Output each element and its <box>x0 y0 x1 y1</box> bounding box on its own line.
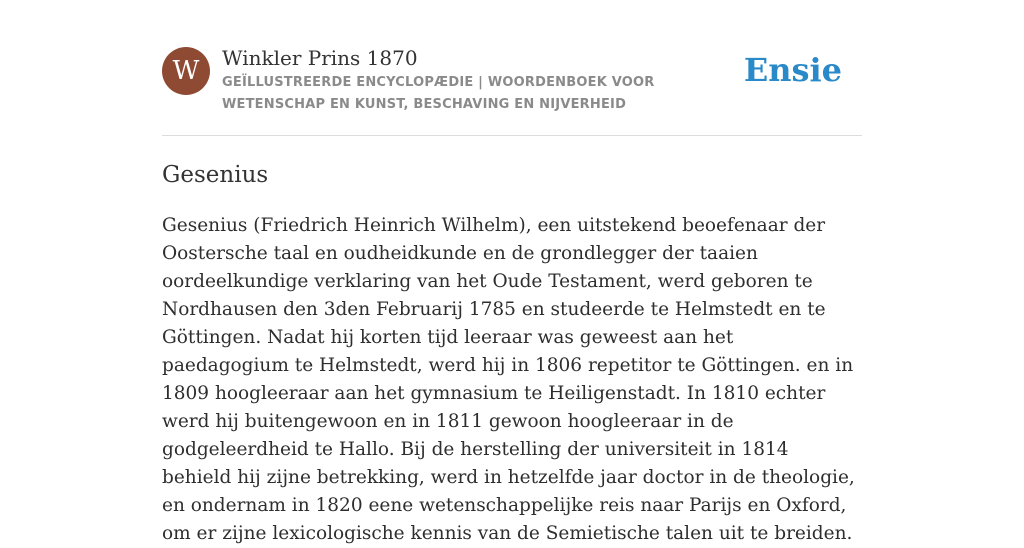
divider <box>162 135 862 136</box>
ensie-logo[interactable]: Ensie <box>743 51 842 89</box>
source-title[interactable]: Winkler Prins 1870 <box>222 46 418 70</box>
entry-text: Gesenius (Friedrich Heinrich Wilhelm), een uitstekend beoefenaar der Oostersche taal en oudheidkunde en de grondlegger der taaien oordeelkundige verklaring van het Oude Testament, werd geboren te Nordhausen den 3den Februarij 1785 en studeerde te Helmstedt en te Göttingen. Nadat hij korten tijd leeraar was geweest aan het paedagogium te Helmstedt, werd hij in 1806 repetitor te Göttingen. en in 1809 hoogleeraar aan het gymnasium te Heiligenstadt. In 1810 echter werd hij buitengewoon en in 1811 gewoon hoogleeraar in de godgeleerdheid te Hallo. Bij de herstelling der universiteit in 1814 behield hij zijne betrekking, werd in hetzelfde jaar doctor in de theologie, en ondernam in 1820 eene wetenschappelijke reis naar Parijs en Oxford, om er zijne lexicologische kennis van de Semietische talen uit te breiden. <box>162 215 855 544</box>
avatar[interactable] <box>162 47 210 95</box>
source-subtitle: GEÏLLUSTREERDE ENCYCLOPÆDIE | WOORDENBOEK VOOR WETENSCHAP EN KUNST, BESCHAVING EN NIJVERHEID <box>222 75 655 112</box>
source-header <box>162 46 862 136</box>
avatar-letter: W <box>172 56 200 86</box>
entry-title: Gesenius <box>162 162 269 188</box>
